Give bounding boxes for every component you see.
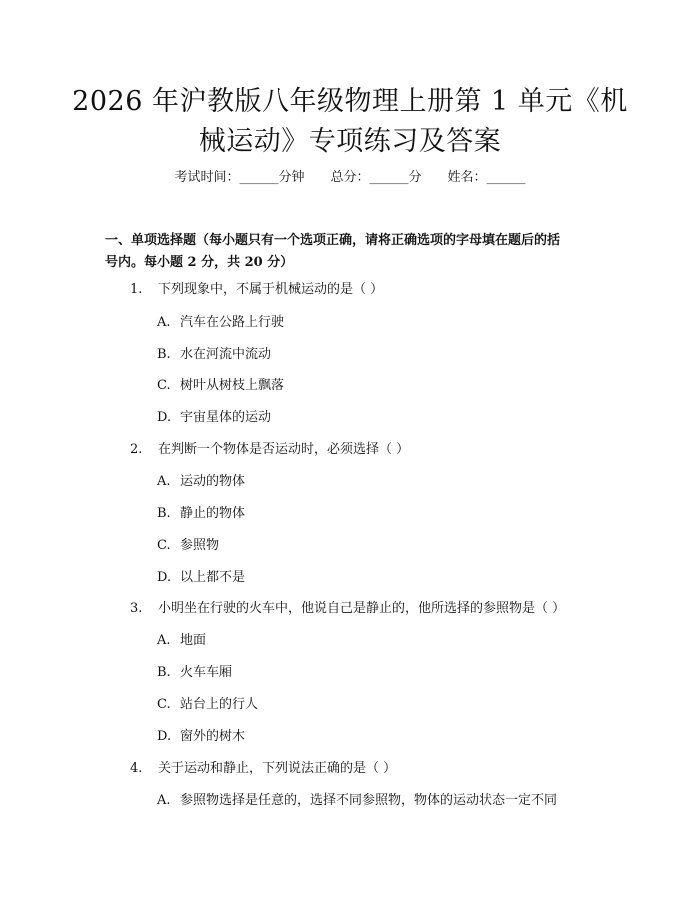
option-3a [157,631,206,651]
option-label: B. [157,665,171,680]
option-4a [157,791,557,811]
option-text: 站台上的行人 [180,697,259,712]
option-text: 参照物 [180,538,220,553]
option-1d [157,408,271,428]
option-3c [157,695,258,715]
option-label: A. [157,793,171,808]
option-2b [157,504,245,524]
option-text: 火车车厢 [180,665,233,680]
exam-info [0,168,700,188]
option-label: C. [157,378,171,393]
section-heading-line-2: 号内。每小题 2 分，共 20 分） [105,255,294,270]
section-heading-line-1: 一、单项选择题（每小题只有一个选项正确，请将正确选项的字母填在题后的括 [105,233,561,248]
option-label: D. [157,570,172,585]
option-text: 以上都不是 [180,570,246,585]
question-4 [130,759,396,779]
document-title [70,82,630,162]
exam-name: 姓名：______ [447,170,526,185]
option-text: 树叶从树枝上飘落 [180,378,285,393]
title-line-2: 械运动》专项练习及答案 [198,126,502,157]
option-1a [157,313,284,333]
option-3d [157,727,245,747]
question-stem: 小明坐在行驶的火车中，他说自己是静止的，他所选择的参照物是（ ） [158,601,566,616]
question-3 [130,599,565,619]
question-stem: 关于运动和静止，下列说法正确的是（ ） [158,761,397,776]
option-text: 窗外的树木 [180,729,246,744]
option-label: C. [157,538,171,553]
question-number: 1. [130,282,143,297]
option-text: 静止的物体 [180,506,246,521]
question-stem: 在判断一个物体是否运动时，必须选择（ ） [158,442,410,457]
option-1b [157,345,271,365]
option-3b [157,663,232,683]
option-label: C. [157,697,171,712]
option-1c [157,376,284,396]
exam-score: 总分：______分 [330,170,422,185]
option-label: B. [157,347,171,362]
option-label: A. [157,315,171,330]
question-number: 4. [130,761,143,776]
title-line-1: 2026 年沪教版八年级物理上册第 1 单元《机 [72,86,628,117]
question-number: 3. [130,601,143,616]
question-1 [130,280,383,300]
question-stem: 下列现象中，不属于机械运动的是（ ） [158,282,384,297]
question-number: 2. [130,442,143,457]
option-2d [157,568,245,588]
option-2a [157,472,245,492]
option-text: 水在河流中流动 [180,347,272,362]
option-label: D. [157,410,172,425]
exam-time: 考试时间：______分钟 [174,170,305,185]
option-2c [157,536,219,556]
section-heading [105,230,605,274]
option-text: 运动的物体 [180,474,246,489]
option-label: A. [157,474,171,489]
option-label: B. [157,506,171,521]
option-label: A. [157,633,171,648]
question-2 [130,440,409,460]
option-text: 参照物选择是任意的，选择不同参照物，物体的运动状态一定不同 [180,793,558,808]
option-label: D. [157,729,172,744]
option-text: 汽车在公路上行驶 [180,315,285,330]
option-text: 地面 [180,633,207,648]
option-text: 宇宙星体的运动 [180,410,272,425]
